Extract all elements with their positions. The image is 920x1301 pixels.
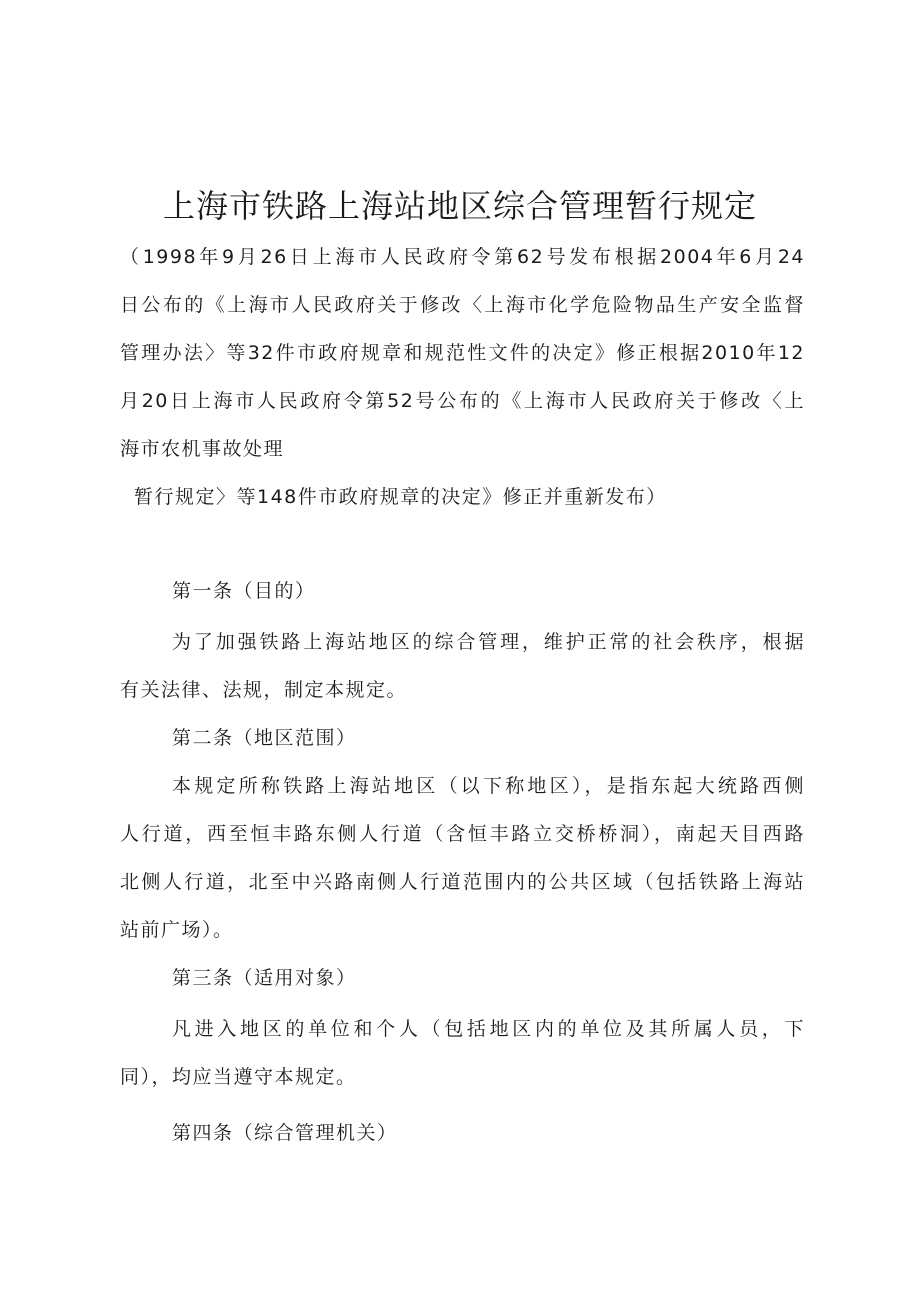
article-3-heading: 第三条（适用对象） xyxy=(172,967,357,989)
article-3-line-2: 同），均应当遵守本规定。 xyxy=(120,1066,357,1088)
preamble-line-6: 暂行规定〉等148件市政府规章的决定》修正并重新发布） xyxy=(134,486,667,508)
preamble-line-3: 管理办法〉等32件市政府规章和规范性文件的决定》修正根据2010年12 xyxy=(120,342,805,364)
article-3-line-1: 凡进入地区的单位和个人（包括地区内的单位及其所属人员，下 xyxy=(172,1018,805,1040)
article-1-line-2: 有关法律、法规，制定本规定。 xyxy=(120,679,408,701)
article-2-line-3: 北侧人行道，北至中兴路南侧人行道范围内的公共区域（包括铁路上海站 xyxy=(120,871,805,893)
article-4-heading: 第四条（综合管理机关） xyxy=(172,1122,398,1144)
preamble-line-5: 海市农机事故处理 xyxy=(120,438,285,460)
preamble-line-2: 日公布的《上海市人民政府关于修改〈上海市化学危险物品生产安全监督 xyxy=(120,294,805,316)
article-2-line-1: 本规定所称铁路上海站地区（以下称地区），是指东起大统路西侧 xyxy=(172,775,805,797)
preamble-line-1: （1998年9月26日上海市人民政府令第62号发布根据2004年6月24 xyxy=(120,246,805,268)
article-2-line-4: 站前广场）。 xyxy=(120,919,234,941)
article-2-heading: 第二条（地区范围） xyxy=(172,727,357,749)
article-1-line-1: 为了加强铁路上海站地区的综合管理，维护正常的社会秩序，根据 xyxy=(172,631,805,653)
article-1-heading: 第一条（目的） xyxy=(172,580,316,602)
preamble-line-4: 月20日上海市人民政府令第52号公布的《上海市人民政府关于修改〈上 xyxy=(120,390,805,412)
article-2-line-2: 人行道，西至恒丰路东侧人行道（含恒丰路立交桥桥洞），南起天目西路 xyxy=(120,823,805,845)
document-title: 上海市铁路上海站地区综合管理暂行规定 xyxy=(162,187,757,225)
